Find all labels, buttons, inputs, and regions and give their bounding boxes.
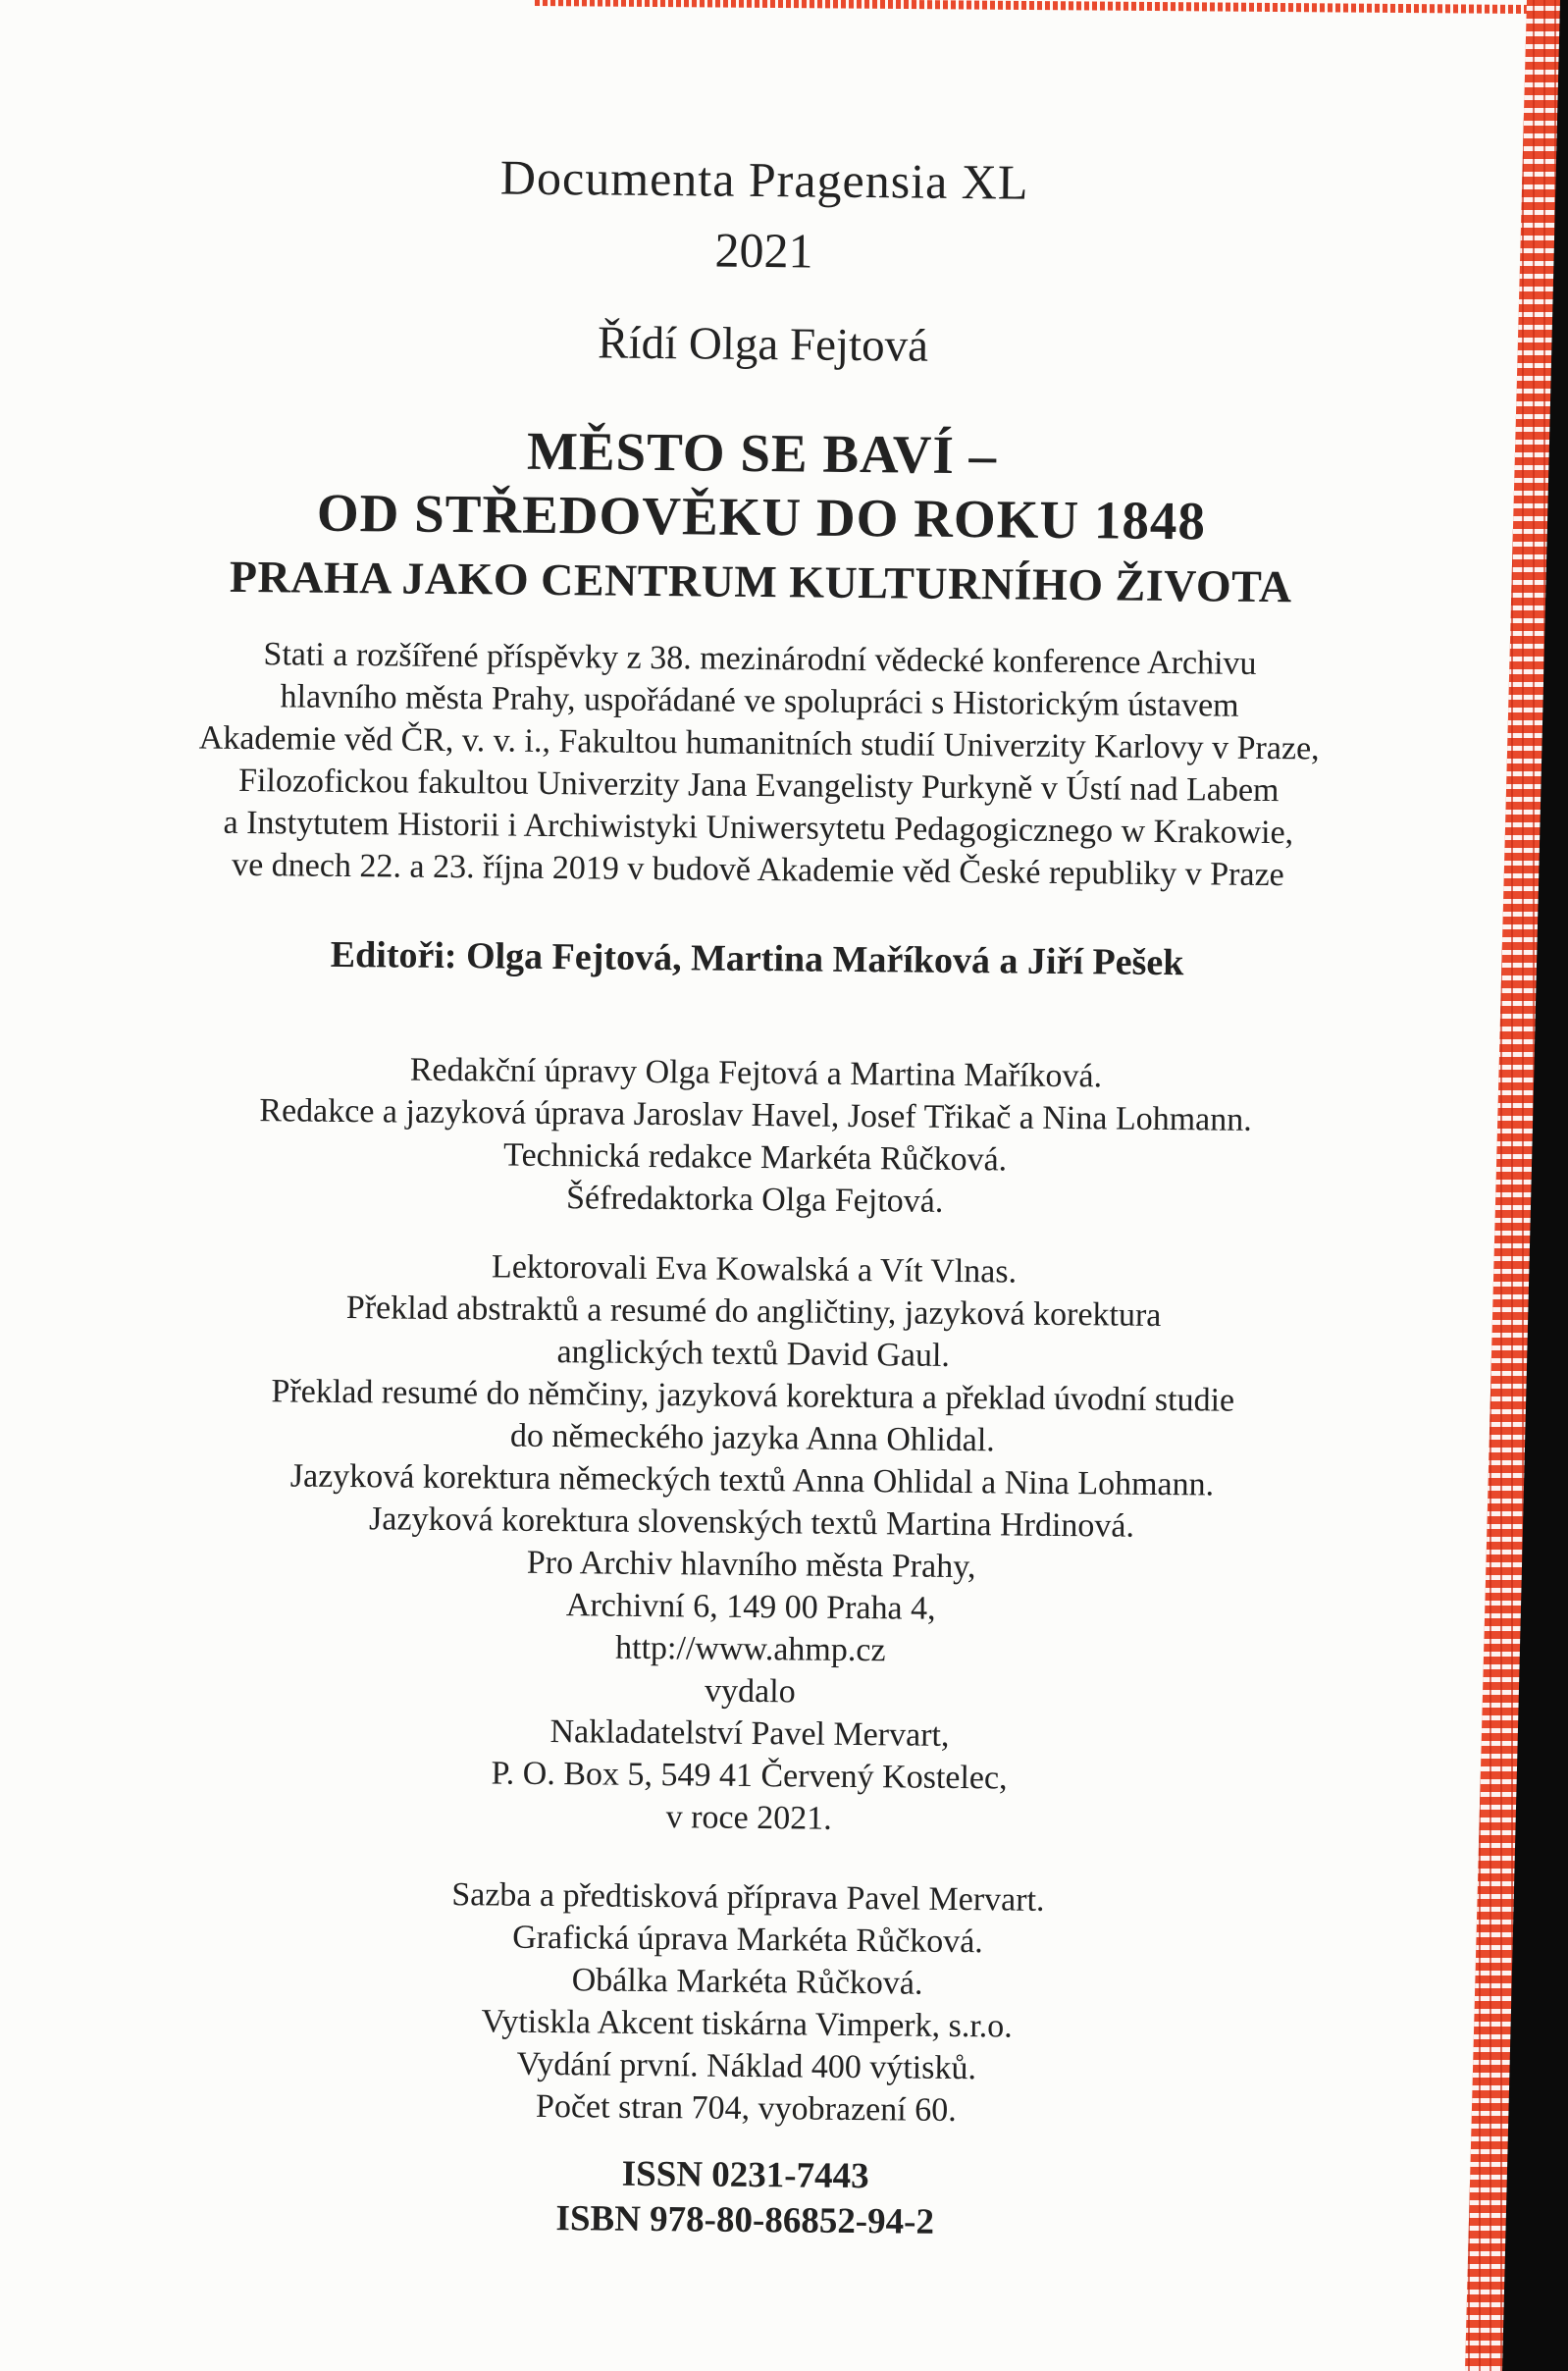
main-title-line-1: MĚSTO SE BAVÍ – xyxy=(526,420,998,486)
identifiers-block xyxy=(58,2146,1433,2249)
credit-line: Lektorovali Eva Kowalská a Vít Vlnas. xyxy=(491,1248,1018,1291)
credit-line: do německého jazyka Anna Ohlidal. xyxy=(509,1417,995,1459)
credit-line: vydalo xyxy=(704,1672,796,1711)
main-title-line-2: OD STŘEDOVĚKU DO ROKU 1848 xyxy=(316,482,1207,552)
credit-line: Počet stran 704, vyobrazení 60. xyxy=(535,2087,957,2130)
isbn: ISBN 978-80-86852-94-2 xyxy=(555,2198,935,2242)
credit-line: Sazba a předtisková příprava Pavel Mervart. xyxy=(451,1876,1045,1919)
imprint-text-column xyxy=(58,0,1453,2250)
credit-line: Překlad resumé do němčiny, jazyková korektura a překlad úvodní studie xyxy=(271,1373,1235,1419)
credit-line: Překlad abstraktů a resumé do angličtiny, jazyková korektura xyxy=(345,1290,1162,1334)
credit-line: Pro Archiv hlavního města Prahy, xyxy=(526,1544,976,1586)
managing-editor-line: Řídí Olga Fejtová xyxy=(597,317,929,372)
credit-line: Obálka Markéta Růčková. xyxy=(571,1962,923,2002)
conference-note-line: ve dnech 22. a 23. října 2019 v budově Akademie věd České republiky v Praze xyxy=(232,846,1284,894)
editors-line: Editoři: Olga Fejtová, Martina Maříková a Jiří Pešek xyxy=(330,933,1184,984)
credit-line: v roce 2021. xyxy=(665,1799,832,1837)
credit-line: Vytiskla Akcent tiskárna Vimperk, s.r.o. xyxy=(481,2003,1013,2045)
credits-block-editorial xyxy=(68,1045,1443,1227)
series-title: Documenta Pragensia XL xyxy=(499,149,1029,210)
conference-note xyxy=(71,631,1446,897)
credits-block-translation-publisher xyxy=(62,1241,1441,1845)
subtitle: PRAHA JAKO CENTRUM KULTURNÍHO ŽIVOTA xyxy=(229,551,1292,612)
conference-note-line: a Instytutem Historii i Archiwistyki Uniwersytetu Pedagogicznego w Krakowie, xyxy=(223,804,1294,852)
credit-line: Nakladatelství Pavel Mervart, xyxy=(549,1713,950,1754)
credit-line: Technická redakce Markéta Růčková. xyxy=(502,1136,1008,1179)
credit-line: Redakce a jazyková úprava Jaroslav Havel, Josef Třikač a Nina Lohmann. xyxy=(259,1092,1252,1138)
volume-year: 2021 xyxy=(714,222,813,279)
issn: ISSN 0231-7443 xyxy=(621,2153,869,2197)
credit-line: Jazyková korektura německých textů Anna Ohlidal a Nina Lohmann. xyxy=(289,1457,1215,1503)
conference-note-line: Akademie věd ČR, v. v. i., Fakultou humanitních studií Univerzity Karlovy v Praze, xyxy=(198,719,1320,767)
credit-line: P. O. Box 5, 549 41 Červený Kostelec, xyxy=(491,1755,1008,1797)
credit-line: Šéfredaktorka Olga Fejtová. xyxy=(565,1180,944,1220)
credit-line: Jazyková korektura slovenských textů Martina Hrdinová. xyxy=(368,1501,1135,1545)
conference-note-line: Filozofickou fakultou Univerzity Jana Evangelisty Purkyně v Ústí nad Labem xyxy=(237,762,1280,810)
publisher-url: http://www.ahmp.cz xyxy=(614,1629,886,1669)
credit-line: Vydání první. Náklad 400 výtisků. xyxy=(516,2045,977,2087)
conference-note-line: Stati a rozšířené příspěvky z 38. mezinárodní vědecké konference Archivu xyxy=(263,636,1257,682)
credit-line: Archivní 6, 149 00 Praha 4, xyxy=(565,1587,936,1627)
conference-note-line: hlavního města Prahy, uspořádané ve spolupráci s Historickým ústavem xyxy=(280,678,1239,724)
credits-block-production xyxy=(59,1870,1435,2135)
credit-line: Grafická úprava Markéta Růčková. xyxy=(512,1919,983,1961)
credit-line: Redakční úpravy Olga Fejtová a Martina Maříková. xyxy=(409,1051,1103,1095)
credit-line: anglických textů David Gaul. xyxy=(556,1334,951,1374)
